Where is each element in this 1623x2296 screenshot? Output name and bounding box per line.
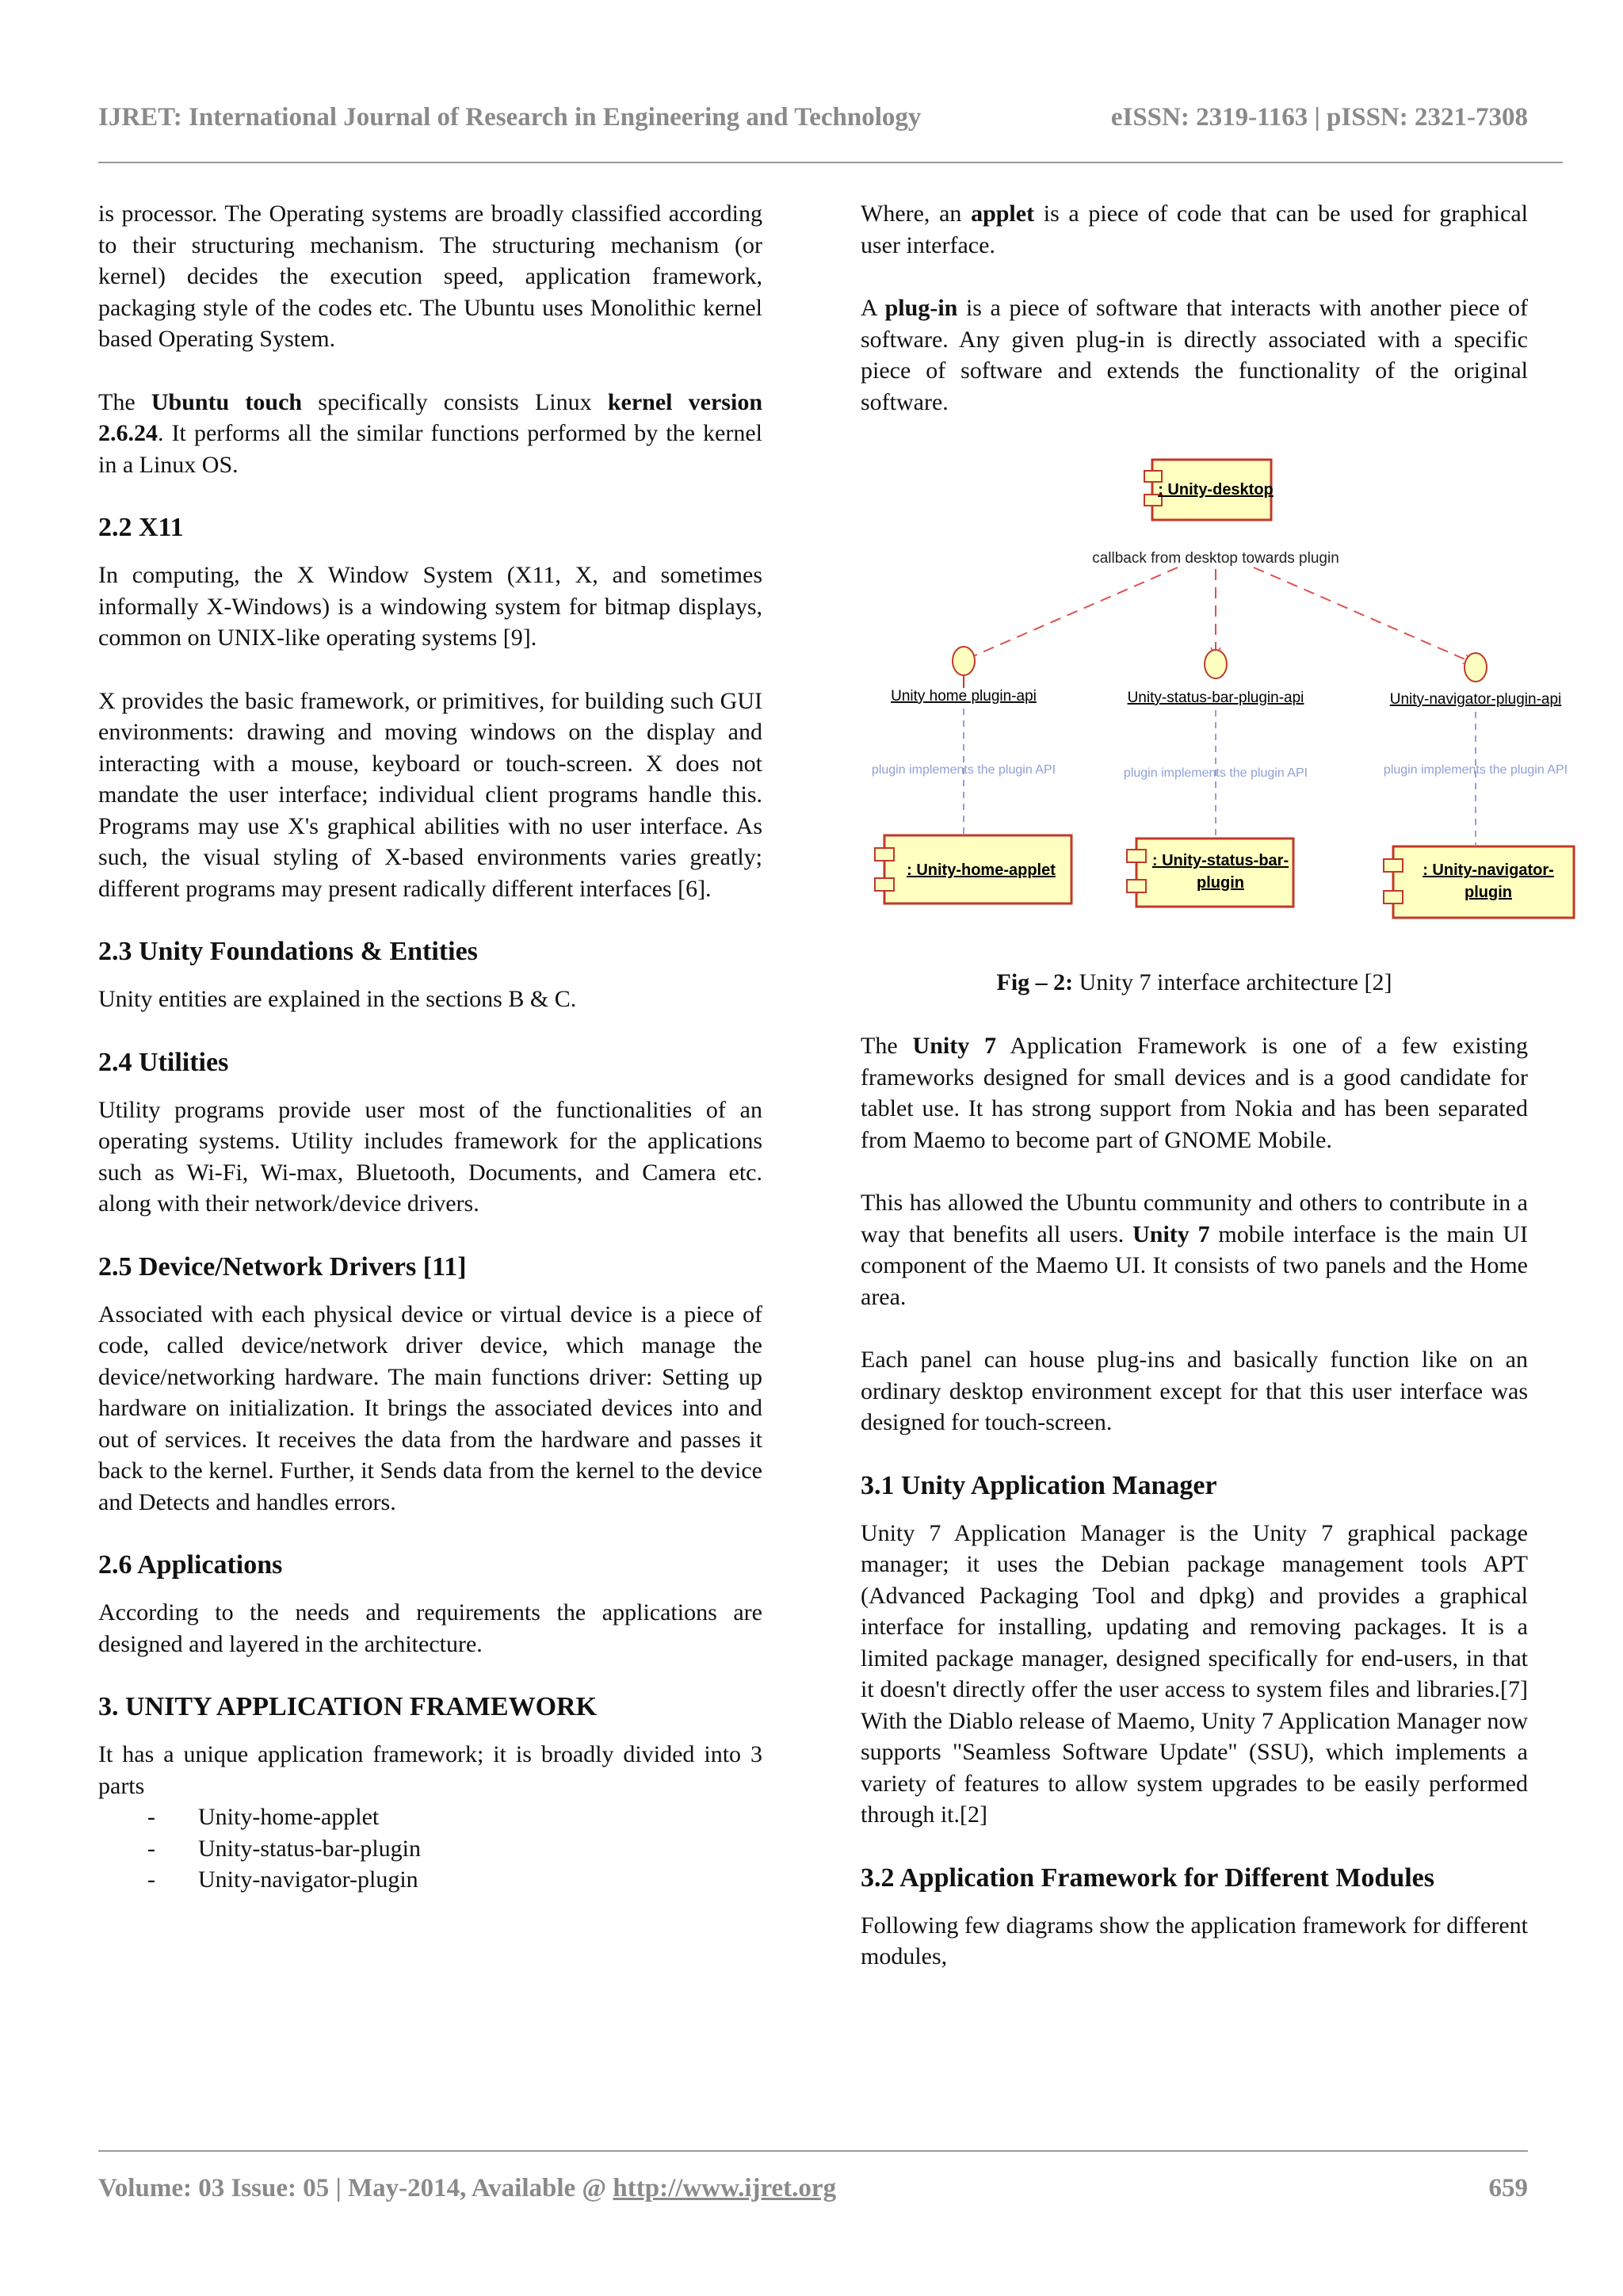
journal-link[interactable]: http://www.ijret.org	[613, 2173, 837, 2202]
right-column-bottom	[861, 1030, 1528, 1973]
api-home-label: Unity home plugin-api	[891, 688, 1037, 705]
right-column-top	[861, 198, 1528, 418]
paragraph: In computing, the X Window System (X11, X, and sometimes informally X-Windows) is a windowing system for bitmap displays, common on UNIX-like operating systems [9].	[98, 562, 762, 651]
list-item: - Unity-home-applet	[147, 1804, 380, 1830]
paragraph: Each panel can house plug-ins and basically function like on an ordinary desktop environment except for that this user interface was designed for touch-screen.	[861, 1347, 1528, 1435]
home-applet-component	[875, 835, 1071, 904]
navigator-plugin-component	[1384, 846, 1574, 918]
journal-title: IJRET: International Journal of Research in Engineering and Technology	[98, 102, 922, 132]
section-heading: 3.1 Unity Application Manager	[861, 1470, 1217, 1500]
callback-label: callback from desktop towards plugin	[1092, 550, 1339, 567]
section-heading: 3.2 Application Framework for Different Modules	[861, 1862, 1434, 1893]
paragraph: X provides the basic framework, or primitives, for building such GUI environments: drawing and moving windows on the display and interacting with a mouse, keyboard or touch-screen. X does not mandate the user interface; individual client programs handle this. Programs may use X's graphical abilities with no user interface. As such, the visual styling of X-based environments varies greatly; different programs may present radically different interfaces [6].	[98, 687, 762, 902]
figure-caption: Fig – 2: Unity 7 interface architecture [2]	[996, 969, 1392, 995]
parts-list	[147, 1801, 762, 1896]
paragraph: According to the needs and requirements the applications are designed and layered in the architecture.	[98, 1599, 762, 1657]
navigator-label-2: plugin	[1465, 884, 1512, 901]
interface-status	[1128, 650, 1304, 706]
paragraph: is processor. The Operating systems are broadly classified according to their structuring mechanism. The structuring mechanism (or kernel) decides the execution speed, application framework, packaging style of the codes etc. The Ubuntu uses Monolithic kernel based Operating System.	[98, 201, 762, 352]
paragraph: Utility programs provide user most of the functionalities of an operating systems. Utility includes framework for the applications such as Wi-Fi, Wi-max, Bluetooth, Documents, and Camera etc. along with their network/device drivers.	[98, 1096, 762, 1217]
paragraph: Following few diagrams show the application framework for different modules,	[861, 1912, 1528, 1969]
section-heading: 2.4 Utilities	[98, 1047, 229, 1077]
desktop-component	[1144, 460, 1274, 520]
interface-home	[891, 647, 1037, 705]
impl-label-status: plugin implements the plugin API	[1123, 766, 1308, 780]
interface-nav	[1390, 653, 1562, 708]
paragraph: The Unity 7 Application Framework is one of a few existing frameworks designed for small devices and is a good candidate for tablet use. It has strong support from Nokia and has been separated from Maemo to become part of GNOME Mobile.	[861, 1033, 1529, 1153]
callback-arrow-home	[962, 567, 1178, 661]
status-bar-label-1: : Unity-status-bar-	[1151, 852, 1289, 869]
section-heading: 2.2 X11	[98, 513, 184, 542]
api-status-label: Unity-status-bar-plugin-api	[1127, 690, 1304, 706]
paragraph: Associated with each physical device or virtual device is a piece of code, called device/network driver device, which manage the device/networking hardware. The main functions driver: Setting up hardware on initialization. It brings the associated devices into and out of services. It receives the data from the hardware and passes it back to the kernel. Further, it Sends data from the kernel to the device and Detects and handles errors.	[98, 1301, 762, 1515]
journal-issn: eISSN: 2319-1163 | pISSN: 2321-7308	[1110, 102, 1528, 132]
status-bar-label-2: plugin	[1197, 874, 1244, 892]
navigator-label-1: : Unity-navigator-	[1423, 861, 1554, 879]
section-heading: 2.6 Applications	[98, 1550, 283, 1580]
paragraph: The Ubuntu touch specifically consists Linux kernel version 2.6.24. It performs all the similar functions performed by the kernel in a Linux OS.	[98, 388, 762, 478]
paragraph: Unity entities are explained in the sections B & C.	[98, 986, 577, 1012]
section-heading: 2.5 Device/Network Drivers [11]	[98, 1251, 467, 1282]
paragraph: Where, an applet is a piece of code that can be used for graphical user interface.	[861, 201, 1528, 258]
api-nav-label: Unity-navigator-plugin-api	[1389, 691, 1562, 708]
footer-rule	[98, 2150, 1528, 2152]
unity-architecture-diagram	[861, 453, 1577, 935]
impl-label-home: plugin implements the plugin API	[871, 763, 1056, 777]
paragraph: It has a unique application framework; it is broadly divided into 3 parts	[98, 1741, 762, 1799]
volume-info: Volume: 03 Issue: 05 | May-2014, Available @ http://www.ijret.org	[98, 2173, 837, 2202]
left-column	[98, 198, 762, 1896]
page-footer	[98, 2170, 1528, 2206]
header-rule	[98, 162, 1563, 163]
paragraph: Unity 7 Application Manager is the Unity 7 graphical package manager; it uses the Debian package management tools APT (Advanced Packaging Tool and dpkg) and provides a graphical interface for installing, updating and removing packages. It is a limited package manager, designed specifically for end-users, in that it doesn't directly offer the user access to system files and libraries.[7] With the Diablo release of Maemo, Unity 7 Application Manager now supports "Seamless Software Update" (SSU), which implements a variety of features to allow system upgrades to be easily performed through it.[2]	[861, 1519, 1528, 1828]
callback-arrow-nav	[1254, 567, 1472, 663]
page-header	[98, 98, 1528, 136]
paragraph: This has allowed the Ubuntu community and others to contribute in a way that benefits all users. Unity 7 mobile interface is the main UI component of the Maemo UI. It consists of two panels and the Home area.	[861, 1190, 1528, 1310]
section-heading: 3. UNITY APPLICATION FRAMEWORK	[98, 1692, 598, 1721]
list-item: - Unity-status-bar-plugin	[147, 1835, 422, 1862]
status-bar-plugin-component	[1127, 839, 1293, 907]
desktop-label: : Unity-desktop	[1158, 481, 1274, 499]
impl-label-nav: plugin implements the plugin API	[1383, 763, 1568, 777]
home-applet-label: : Unity-home-applet	[907, 861, 1056, 879]
page-number: 659	[1488, 2173, 1528, 2202]
section-heading: 2.3 Unity Foundations & Entities	[98, 937, 478, 966]
list-item: - Unity-navigator-plugin	[147, 1866, 418, 1893]
paragraph: A plug-in is a piece of software that interacts with another piece of software. Any given plug-in is directly associated with a specific piece of software and extends the functionality of the original software.	[861, 295, 1529, 415]
